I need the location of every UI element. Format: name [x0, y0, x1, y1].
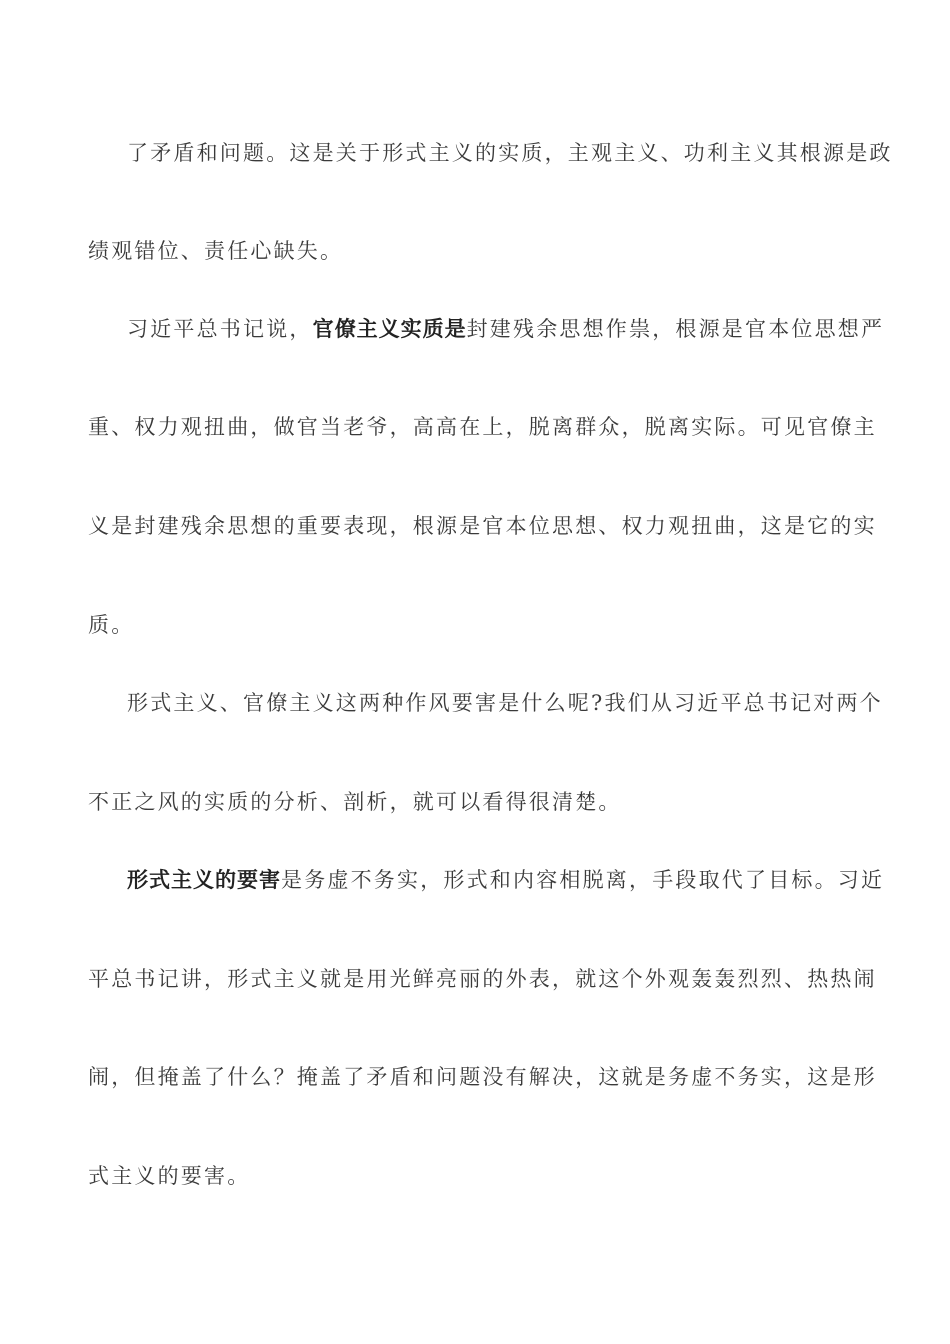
paragraph-2-suffix: 封建残余思想作祟，根源是官本位思想严	[466, 317, 885, 341]
paragraph-2-line-4: 质。	[88, 613, 135, 637]
paragraph-2-bold-term: 官僚主义实质是	[312, 317, 467, 341]
paragraph-2-line-1	[127, 314, 885, 344]
paragraph-4-suffix: 是务虚不务实，形式和内容相脱离，手段取代了目标。习近	[281, 868, 885, 892]
paragraph-1-line-2: 绩观错位、责任心缺失。	[88, 239, 344, 263]
paragraph-4-line-3: 闹，但掩盖了什么？掩盖了矛盾和问题没有解决，这就是务虚不务实，这是形	[88, 1065, 877, 1089]
paragraph-3-line-2: 不正之风的实质的分析、剖析，就可以看得很清楚。	[88, 790, 622, 814]
paragraph-2-line-3: 义是封建残余思想的重要表现，根源是官本位思想、权力观扭曲，这是它的实	[88, 514, 877, 538]
paragraph-4-bold-term: 形式主义的要害	[127, 868, 281, 892]
paragraph-3-line-1: 形式主义、官僚主义这两种作风要害是什么呢?我们从习近平总书记对两个	[127, 691, 883, 715]
paragraph-1-line-1: 了矛盾和问题。这是关于形式主义的实质，主观主义、功利主义其根源是政	[127, 141, 893, 165]
paragraph-4-line-4: 式主义的要害。	[88, 1164, 251, 1188]
paragraph-4-line-1	[127, 865, 885, 895]
paragraph-2-line-2: 重、权力观扭曲，做官当老爷，高高在上，脱离群众，脱离实际。可见官僚主	[88, 415, 877, 439]
paragraph-2-prefix: 习近平总书记说，	[127, 317, 313, 341]
paragraph-4-line-2: 平总书记讲，形式主义就是用光鲜亮丽的外表，就这个外观轰轰烈烈、热热闹	[88, 967, 877, 991]
